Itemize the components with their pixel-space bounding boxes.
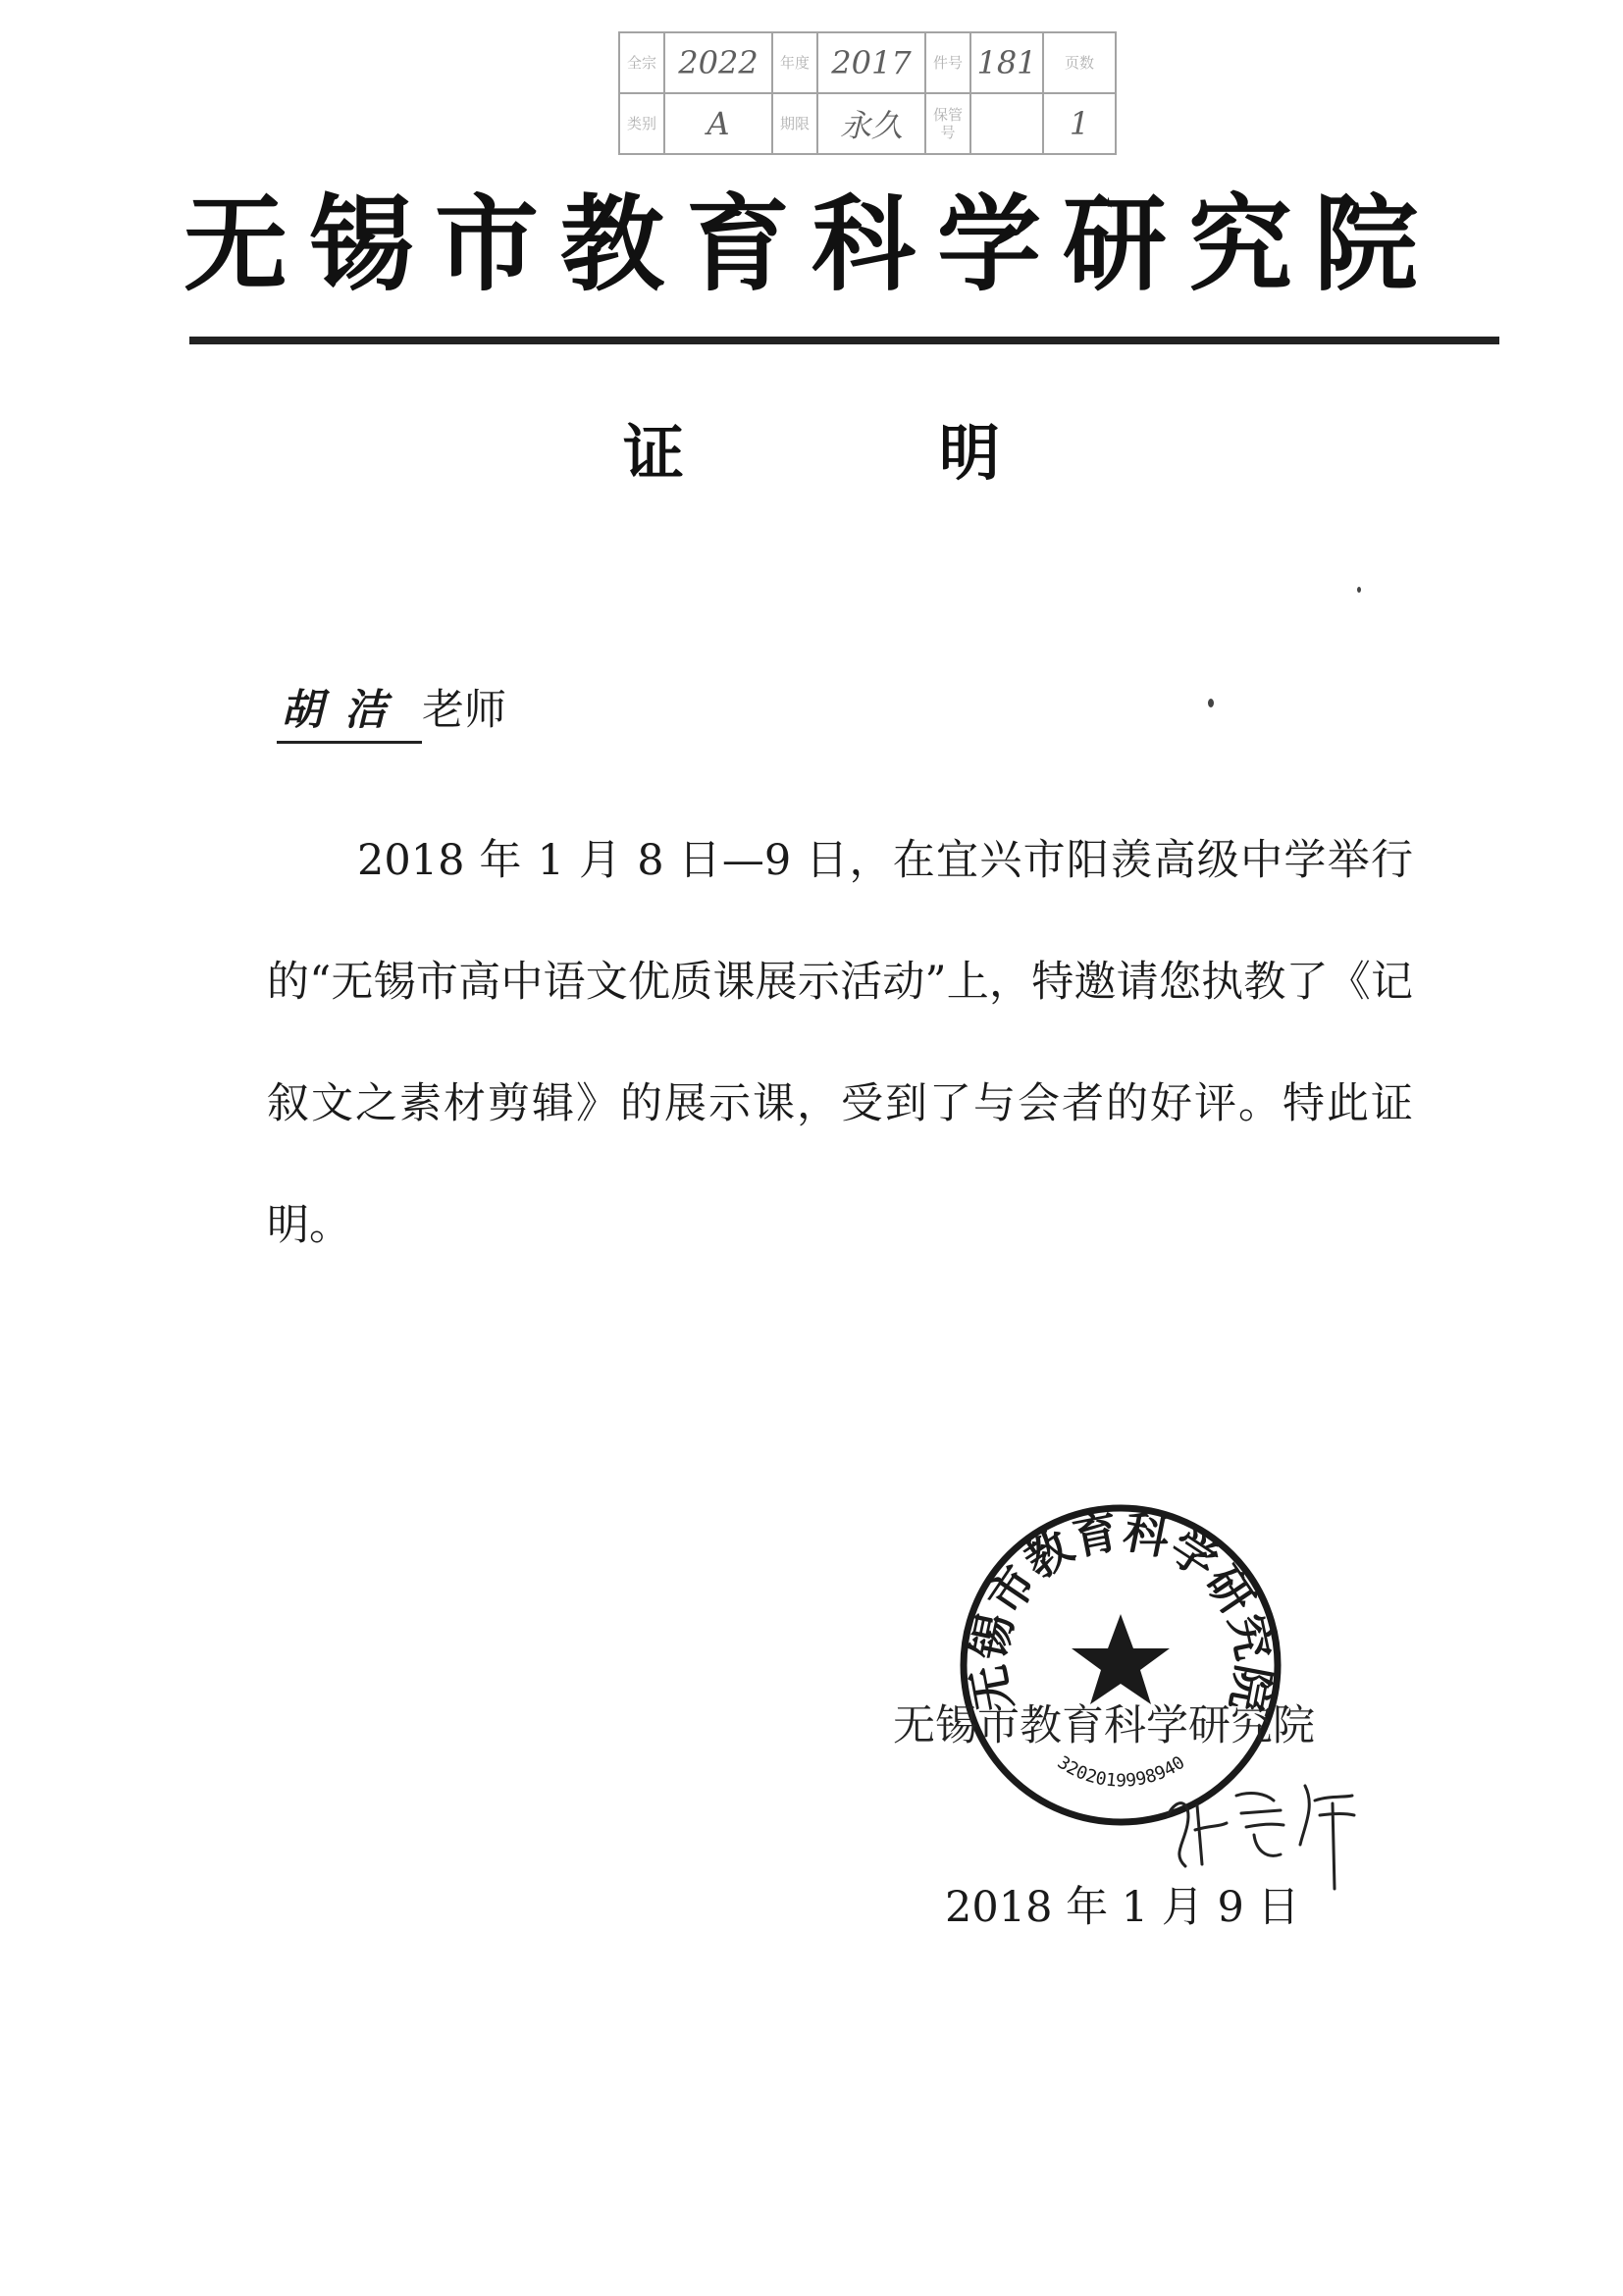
document-title: 证明 bbox=[622, 417, 1255, 489]
handwritten-signature bbox=[1158, 1756, 1364, 1894]
archive-value: 181 bbox=[970, 32, 1043, 93]
archive-label: 件号 bbox=[925, 32, 970, 93]
organization-letterhead: 无锡市教育科学研究院 bbox=[183, 183, 1440, 305]
issue-date: 2018 年 1 月 9 日 bbox=[945, 1883, 1300, 1932]
recipient-name: 胡洁 bbox=[277, 677, 422, 744]
scan-speck bbox=[1208, 699, 1214, 707]
archive-value: 2017 bbox=[817, 32, 925, 93]
recipient-suffix: 老师 bbox=[422, 686, 506, 735]
archive-stamp bbox=[618, 31, 1117, 155]
seal-code: 3202019998940 bbox=[1053, 1751, 1189, 1792]
archive-label: 类别 bbox=[619, 93, 664, 154]
archive-value: 1 bbox=[1043, 93, 1116, 154]
archive-label: 年度 bbox=[772, 32, 817, 93]
salutation bbox=[277, 677, 506, 744]
issuer-name: 无锡市教育科学研究院 bbox=[893, 1701, 1315, 1750]
archive-label: 全宗 bbox=[619, 32, 664, 93]
archive-value: A bbox=[664, 93, 772, 154]
archive-label: 期限 bbox=[772, 93, 817, 154]
archive-label: 保管号 bbox=[925, 93, 970, 154]
body-paragraph: 2018 年 1 月 8 日—9 日，在宜兴市阳羡高级中学举行的“无锡市高中语文优质课展示活动”上，特邀请您执教了《记叙文之素材剪辑》的展示课，受到了与会者的好评。特此证明。 bbox=[267, 836, 1413, 1250]
letterhead-divider bbox=[189, 337, 1499, 344]
scan-speck bbox=[1357, 587, 1361, 593]
archive-value bbox=[970, 93, 1043, 154]
seal-org-text: 无锡市教育科学研究院 bbox=[962, 1504, 1281, 1716]
document-body bbox=[267, 800, 1413, 1286]
archive-label: 页数 bbox=[1043, 32, 1116, 93]
archive-value: 2022 bbox=[664, 32, 772, 93]
star-icon bbox=[1072, 1614, 1170, 1704]
archive-value: 永久 bbox=[817, 93, 925, 154]
